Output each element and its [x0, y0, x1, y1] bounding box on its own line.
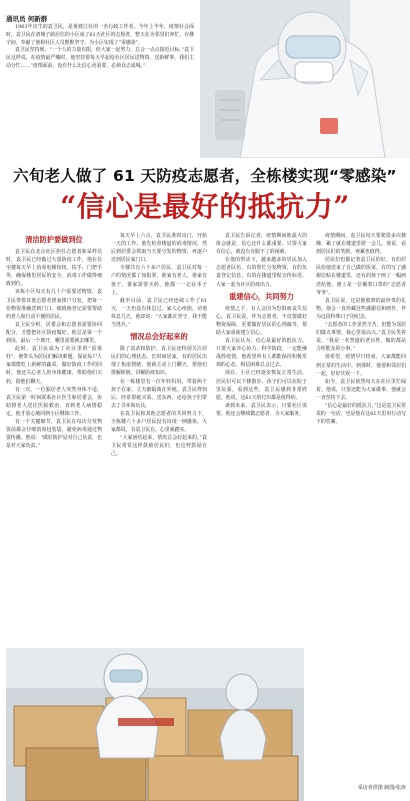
paragraph: 袁卫民告诉记者，疫情期间他最大的体会就是，信心比什么都重要。只要大家有信心，就没有克服不了的困难。 — [216, 233, 307, 256]
lead-text — [6, 24, 194, 71]
paragraph: 袁卫民分析，居委会和志愿者需要协同配合，才能把社区防疫做好。他总是第一个到岗，最后一个离开，哪里需要就去哪里。 — [6, 321, 102, 345]
paragraph: 在袁卫民和其他志愿者的共同努力下，全栋楼六十多户居民没有出现一例感染。大家都说，有袁卫民在，心里就踏实。 — [111, 410, 207, 434]
paragraph: 疫情期间，袁卫民每天要爬很多次楼梯，累了就在楼道里歇一会儿。他说，看到居民们的笑脸，再累也值得。 — [316, 233, 406, 256]
paragraph: 有一次，一位独居老人突然身体不适，袁卫民第一时间联系社区医生和居委会，协助将老人送往医院救治，直到老人病情稳定，他才放心地回到小区继续工作。 — [6, 386, 102, 417]
paragraph: 除了消杀和防护，袁卫民还特别关注居民们的心理状态。长时间居家，有的居民出现了焦虑情绪，他就主动上门聊天，帮他们排解烦恼，讲解防疫知识。 — [111, 346, 207, 377]
lead-paragraph: 1963年出生的袁卫民，是黄渡江社的一名行政工作者。今年上半年，疫情社会面时，袁卫民在诸城子路居住的小区成了61天社区的志愿者，整天在为邻里们奔忙，在楼宇间，奉献了他和社区人员默默坚守，为小区实现了“零感染”。 — [6, 24, 194, 46]
paragraph: 该栋小区每天有几十户需要送物资，袁卫民带着其他志愿者挨家挨户分发，把每一份物资准确送到门口，细致地登记需要帮助的老人和行动不便的居民。 — [6, 289, 102, 320]
photo-credit: 采访者供图 制图/张涛 — [357, 785, 406, 791]
paragraph: 谈到未来，袁卫民表示，只要社区需要，他还会继续做志愿者，为大家服务。 — [216, 402, 307, 417]
article-column-3 — [216, 232, 307, 418]
paragraph: 居民们也都记着袁卫民的好。有的居民给他送来了自己做的饭菜，有的写了感谢信贴在楼道里，还有的孩子画了一幅画送给他，画上是一位戴着口罩的“志愿者爷爷”。 — [316, 257, 406, 296]
section-heading: 重建信心，共同努力 — [229, 291, 294, 301]
paragraph: 袁卫民在北京社区担任志愿者和采样员时，袁卫民已经做过大量防疫工作，他在住宅楼每天早上消毒电梯按钮、扶手、门把手等，确保楼里居民的安全，消毒工作做得细致到位。 — [6, 249, 102, 288]
subheadline: 六旬老人做了 61 天防疫志愿者，全栋楼实现“零感染” — [13, 167, 397, 185]
byline: 通讯员 何新群 — [6, 15, 48, 23]
paragraph: 在一栋楼里有一位年轻妈妈，带着两个孩子在家，丈夫被隔离在外地。袁卫民得知后，经常帮她买菜、送东西，还给孩子们带去了书本和玩具。 — [111, 378, 207, 409]
paragraph: 现在，小区已经逐步恢复正常生活，居民们可以下楼散步，孩子们可以在院子里玩耍。看到这些，袁卫民感到非常欣慰，他说，这61天的付出都是值得的。 — [216, 370, 307, 401]
paragraph: 如今，袁卫民依然每天在社区里忙碌着。他说，只要还能为大家做事，他就会一直坚持下去。 — [316, 378, 406, 401]
paragraph: 截至目前，袁卫民已经连续工作了61天，一天也没有休息过。家人心疼他，劝他休息几天，他却说：“大家都在坚守，我不能当逃兵。” — [111, 297, 207, 329]
section-heading: 情况总会好起来的 — [130, 332, 188, 342]
paragraph: 在他的带动下，越来越多的居民加入志愿者队伍，有的帮忙分发物资，有的负责登记信息，有的在楼道里贴宣传标语，大家一起为社区防疫出力。 — [216, 257, 307, 288]
article-column-2 — [111, 232, 207, 458]
paragraph: 有一个关键细节，袁卫民在每次分发物资前都会仔细消毒包装袋，避免病毒通过物资传播。他说：“做好防护是对自己负责，也是对大家负责。” — [6, 418, 102, 450]
section-heading: 清洁防护要做到位 — [25, 235, 83, 244]
paragraph: “志愿者的工作虽然辛苦，但能为邻居们做点事情，我心里很高兴。”袁卫民笑着说，“我是一名普通的老百姓，做的都是力所能及的小事。” — [316, 322, 406, 353]
paragraph: 全楼共有六十多户居民，袁卫民对每一户的情况都了如指掌，谁家有老人，谁家有孩子，谁家需要买药，他都一一记在本子上。 — [111, 265, 207, 296]
paragraph: 袁卫民说，这是他收到的最珍贵的礼物。他会一直珍藏这些感谢信和画作，作为这段特殊日子的纪念。 — [316, 297, 406, 320]
paragraph: 疫情之下，有人会因为恐惧而丧失信心。袁卫民说，作为志愿者，不仅要做好物资保障，更要做好居民的心理疏导，帮助大家重新建立信心。 — [216, 305, 307, 336]
article-column-1 — [6, 232, 102, 450]
paragraph: 每天早上六点，袁卫民准时出门，开始一天的工作。他先检查楼道的消毒情况，然后到居委会领取当天要分发的物资，再逐户送到居民家门口。 — [111, 233, 207, 264]
hero-photo — [200, 0, 410, 158]
paragraph: 他希望，疫情早日结束，大家都能回到正常的生活中。到那时，他要和邻居们一起，好好庆祝一下。 — [316, 354, 406, 377]
paragraph: “信心是最好的抵抗力。”这是袁卫民常说的一句话，也是他在这61天里用行动写下的答案。 — [316, 402, 406, 426]
bottom-photo — [6, 648, 304, 801]
paragraph: 此时，袁卫民成为了社区里的“顶梁柱”，他带头为居民们解决难题，保证每户人家都能吃上新鲜的蔬菜。做好防疫工作的同时，他还关心老人的身体健康，帮助他们买药，陪他们聊天。 — [6, 346, 102, 385]
paragraph: “大家团结起来，情况总会好起来的。”袁卫民常常这样鼓励居民们，也这样鼓励自己。 — [111, 435, 207, 458]
lead-paragraph: 袁卫民坚持到。“一个人的力量有限，但大家一起努力，总会一点点接近目标。”袁卫民这样说。在疫情最严峻时，他坚持要每天早起给社区居民送物资、送新鲜事，我们主动分忙……“疫情面前，没有什么比信心更重要，必须众志成城。” — [6, 47, 194, 69]
main-headline: “信心是最好的抵抗力” — [60, 190, 350, 223]
article-column-4 — [316, 232, 406, 426]
paragraph: 袁卫民认为，信心是最好的抵抗力。只要大家齐心协力，科学防疫，一定能够战胜疫情。他希望所有人都能保持积极乐观的心态，相信困难总会过去。 — [216, 338, 307, 369]
